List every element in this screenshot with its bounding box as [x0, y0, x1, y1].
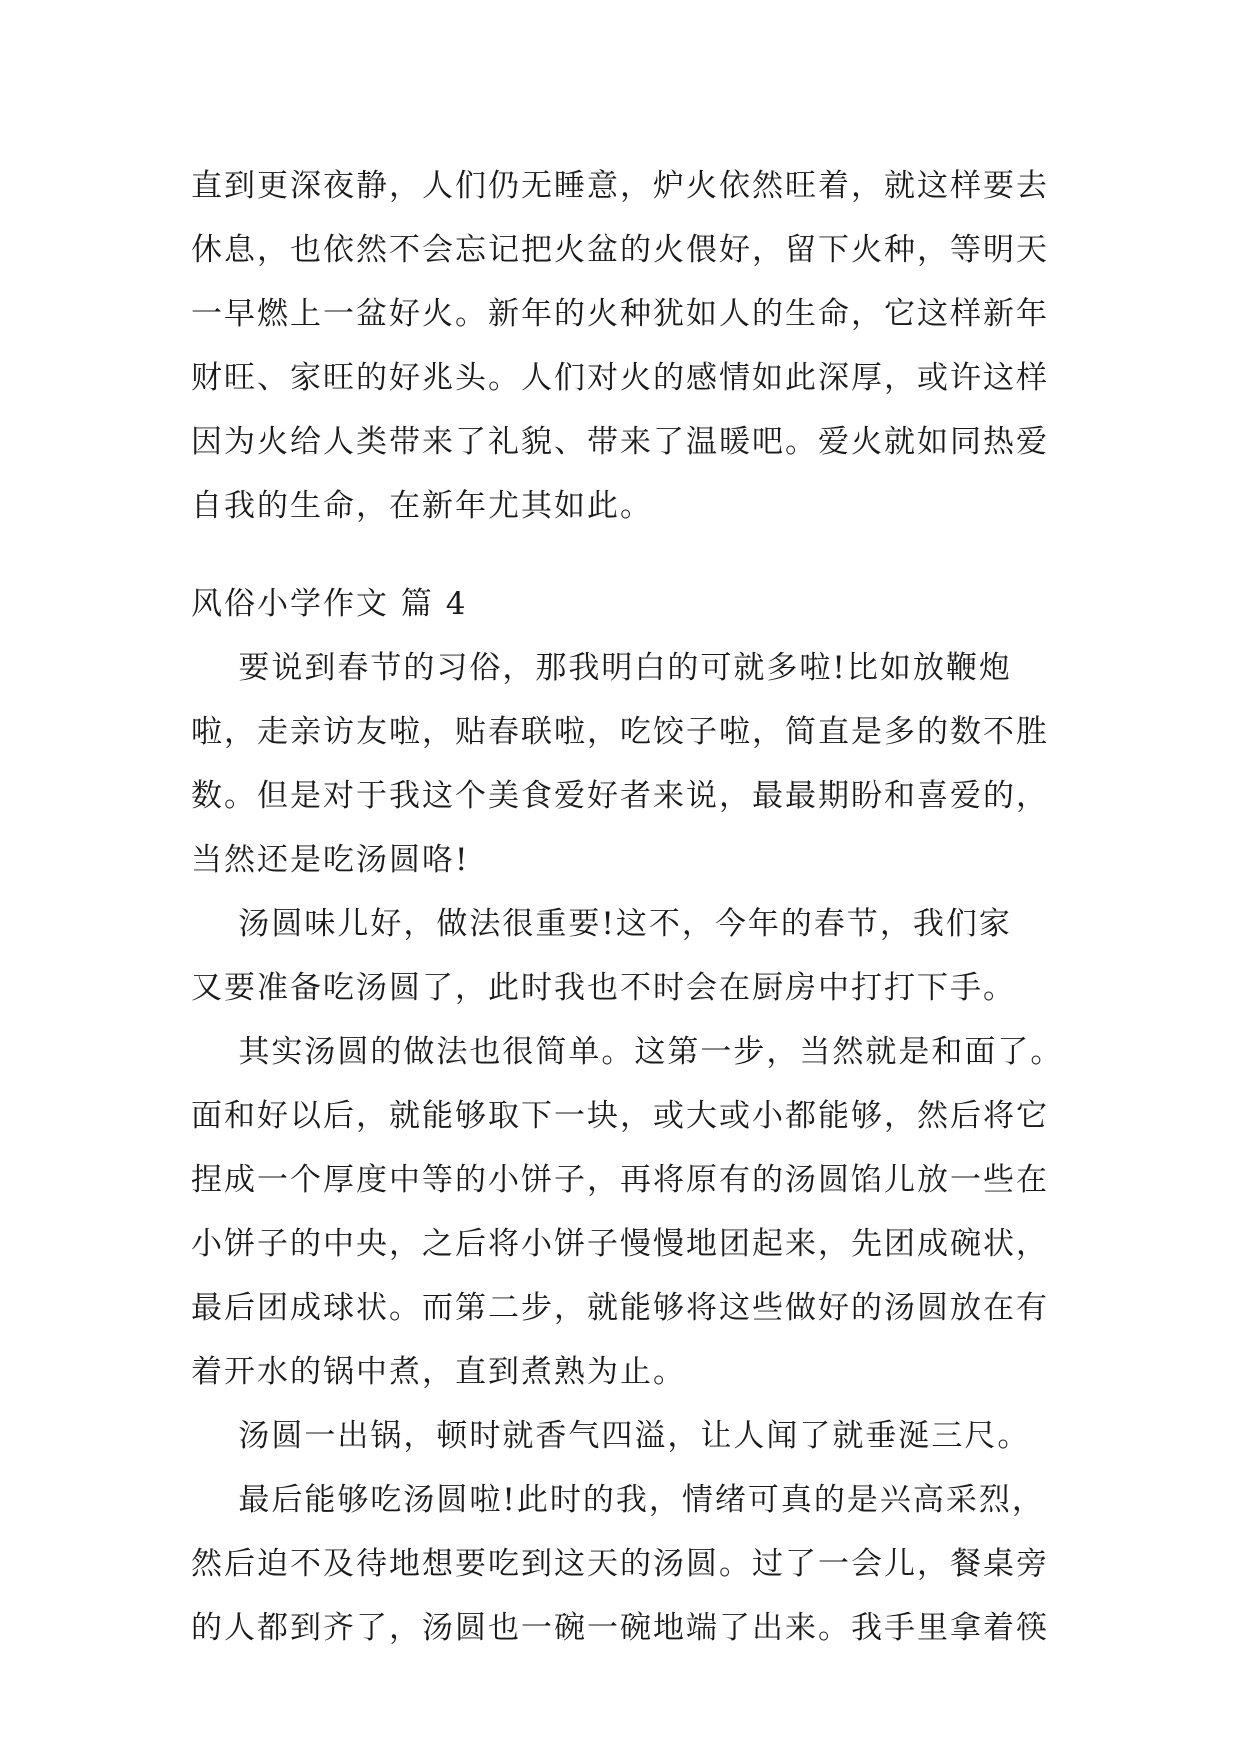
text-line: 着开水的锅中煮，直到煮熟为止。: [191, 1354, 686, 1390]
text-line: 小饼子的中央，之后将小饼子慢慢地团起来，先团成碗状，: [191, 1226, 1049, 1262]
text-line: 一早燃上一盆好火。新年的火种犹如人的生命，它这样新年: [191, 296, 1049, 332]
text-line: 休息，也依然不会忘记把火盆的火偎好，留下火种，等明天: [191, 232, 1049, 268]
text-line: 最后能够吃汤圆啦!此时的我，情绪可真的是兴高采烈，: [191, 1482, 1045, 1518]
text-line: 因为火给人类带来了礼貌、带来了温暖吧。爱火就如同热爱: [191, 424, 1049, 460]
text-line: 其实汤圆的做法也很简单。这第一步，当然就是和面了。: [191, 1034, 1064, 1070]
text-line: 最后团成球状。而第二步，就能够将这些做好的汤圆放在有: [191, 1290, 1049, 1326]
text-line: 数。但是对于我这个美食爱好者来说，最最期盼和喜爱的，: [191, 778, 1049, 814]
text-line: 啦，走亲访友啦，贴春联啦，吃饺子啦，简直是多的数不胜: [191, 714, 1049, 750]
text-line: 汤圆一出锅，顿时就香气四溢，让人闻了就垂涎三尺。: [191, 1418, 1031, 1454]
previous-section-text: [191, 154, 1053, 538]
text-line: 要说到春节的习俗，那我明白的可就多啦!比如放鞭炮: [191, 650, 1012, 686]
text-line: 然后迫不及待地想要吃到这天的汤圆。过了一会儿，餐桌旁: [191, 1546, 1049, 1582]
text-line: 汤圆味儿好，做法很重要!这不，今年的春节，我们家: [191, 906, 1012, 942]
text-line: 直到更深夜静，人们仍无睡意，炉火依然旺着，就这样要去: [191, 168, 1049, 204]
text-line: 又要准备吃汤圆了，此时我也不时会在厨房中打打下手。: [191, 970, 1016, 1006]
text-line: 面和好以后，就能够取下一块，或大或小都能够，然后将它: [191, 1098, 1049, 1134]
section-heading: 风俗小学作文 篇 4: [191, 586, 468, 622]
essay-text: [191, 636, 1064, 1660]
text-line: 财旺、家旺的好兆头。人们对火的感情如此深厚，或许这样: [191, 360, 1049, 396]
text-line: 的人都到齐了，汤圆也一碗一碗地端了出来。我手里拿着筷: [191, 1610, 1049, 1646]
text-line: 当然还是吃汤圆咯!: [191, 842, 470, 878]
text-line: 自我的生命，在新年尤其如此。: [191, 488, 653, 524]
text-line: 捏成一个厚度中等的小饼子，再将原有的汤圆馅儿放一些在: [191, 1162, 1049, 1198]
